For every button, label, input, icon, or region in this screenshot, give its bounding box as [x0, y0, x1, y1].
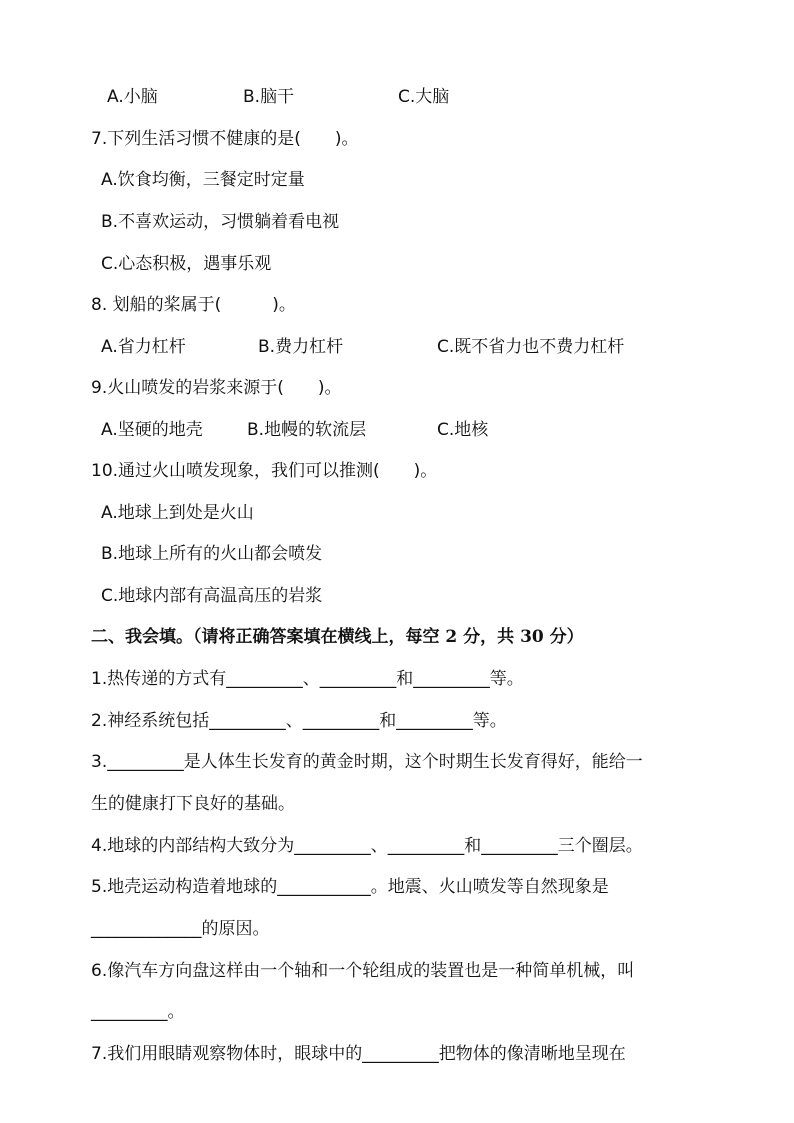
q7-option-a: A.饮食均衡，三餐定时定量 — [101, 170, 305, 190]
q10-option-b: B.地球上所有的火山都会喷发 — [101, 544, 323, 564]
q8-stem: 8. 划船的桨属于( )。 — [91, 295, 296, 315]
q6-option-b: B.脑干 — [243, 87, 295, 107]
q7-option-b: B.不喜欢运动，习惯躺着看电视 — [101, 212, 340, 232]
fill-q4: 4.地球的内部结构大致分为_________、_________和_________三个圈层。 — [91, 836, 643, 856]
q10-option-c: C.地球内部有高温高压的岩浆 — [101, 586, 323, 606]
fill-q5-line2: _____________的原因。 — [91, 919, 270, 939]
fill-q3-line1: 3._________是人体生长发育的黄金时期，这个时期生长发育得好，能给一 — [91, 752, 643, 772]
q6-option-a: A.小脑 — [107, 87, 158, 107]
q9-option-c: C.地核 — [437, 420, 489, 440]
q6-option-c: C.大脑 — [398, 87, 450, 107]
q8-option-c: C.既不省力也不费力杠杆 — [437, 337, 625, 357]
fill-q1: 1.热传递的方式有_________、_________和_________等。 — [91, 669, 524, 689]
q7-stem: 7.下列生活习惯不健康的是( )。 — [91, 129, 359, 149]
fill-q6-line2: _________。 — [91, 1002, 185, 1022]
q9-option-a: A.坚硬的地壳 — [101, 420, 203, 440]
q8-option-b: B.费力杠杆 — [258, 337, 344, 357]
section-2-title: 二、我会填。（请将正确答案填在横线上，每空 2 分，共 30 分） — [91, 627, 584, 647]
fill-q2: 2.神经系统包括_________、_________和_________等。 — [91, 711, 507, 731]
fill-q5-line1: 5.地壳运动构造着地球的___________。地震、火山喷发等自然现象是 — [91, 877, 609, 897]
fill-q3-line2: 生的健康打下良好的基础。 — [91, 794, 295, 814]
q8-option-a: A.省力杠杆 — [101, 337, 186, 357]
q10-stem: 10.通过火山喷发现象，我们可以推测( )。 — [91, 461, 438, 481]
fill-q6-line1: 6.像汽车方向盘这样由一个轴和一个轮组成的装置也是一种简单机械，叫 — [91, 961, 635, 981]
q9-stem: 9.火山喷发的岩浆来源于( )。 — [91, 378, 342, 398]
q10-option-a: A.地球上到处是火山 — [101, 503, 254, 523]
q9-option-b: B.地幔的软流层 — [247, 420, 367, 440]
fill-q7-line1: 7.我们用眼睛观察物体时，眼球中的_________把物体的像清晰地呈现在 — [91, 1044, 626, 1064]
q7-option-c: C.心态积极，遇事乐观 — [101, 254, 272, 274]
